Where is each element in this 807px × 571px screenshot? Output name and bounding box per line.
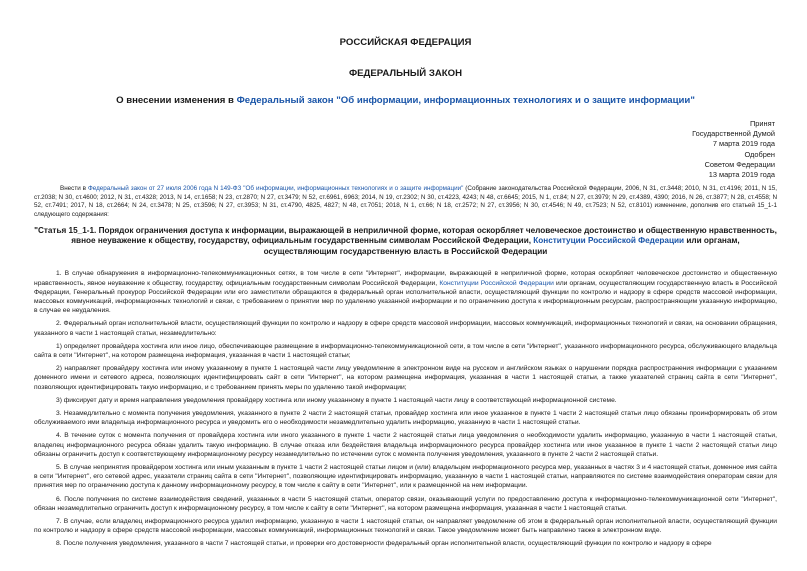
adoption-line: 7 марта 2019 года: [712, 139, 775, 149]
adoption-line: 13 марта 2019 года: [708, 170, 775, 180]
article-title: "Статья 15_1-1. Порядок ограничения доступа к информации, выражающей в неприличной форме, которая оскорбляет человеческое достоинство и общественную нравственность, явное неуважение к обществу, государству, официальным государственным символам Российской Федерации, Конституции Российской Федерации или органам, осуществляющим государственную власть в Российской Федерации: [34, 225, 777, 256]
paragraph-2-item-1: 1) определяет провайдера хостинга или иное лицо, обеспечивающее размещение в информационно-телекоммуникационной сети, в том числе в сети "Интернет", указанного информационного ресурса, обслуживающего владельца сайта в сети "Интернет", на котором размещена информация, указанная в части 1 настоящей статьи;: [34, 342, 777, 359]
constitution-link[interactable]: Конституции Российской Федерации: [533, 236, 685, 246]
paragraph-2-item-2: 2) направляет провайдеру хостинга или иному указанному в пункте 1 настоящей части лицу уведомление в электронном виде на русском и английском языках о нарушении порядка распространения информации с указанием доменного имени и сетевого адреса, позволяющих идентифицировать сайт в сети "Интернет", на котором размещена информация, указанная в части 1 настоящей статьи, а также указателей страниц сайта в сети "Интернет", позволяющих идентифицировать такую информацию, и с требованием принять меры по удалению такой информации;: [34, 365, 777, 391]
constitution-link[interactable]: Конституции Российской Федерации: [439, 279, 554, 287]
adoption-line: Одобрен: [744, 149, 775, 159]
intro-paragraph: [34, 185, 777, 219]
amended-law-link[interactable]: Федеральный закон "Об информации, информационных технологиях и о защите информации": [236, 95, 695, 106]
law-title-link[interactable]: "Об информации, информационных технологиях и о защите информации": [243, 185, 464, 193]
paragraph-8: 8. После получения уведомления, указанного в части 7 настоящей статьи, и проверки его достоверности федеральный орган исполнительной власти, осуществляющий функции по контролю и надзору в сфере: [56, 540, 712, 548]
paragraph-1: 1. В случае обнаружения в информационно-телекоммуникационных сетях, в том числе в сети "Интернет", информации, выражающей в неприличной форме, которая оскорбляет человеческое достоинство и общественную нравственность, явное неуважение к обществу, государству, официальным государственным символам Российской Федерации, Конституции Российской Федерации или органам, осуществляющим государственную власть в Российской Федерации, Генеральный прокурор Российской Федерации или его заместители обращаются в федеральный орган исполнительной власти, осуществляющий функции по контролю и надзору в сфере средств массовой информации, массовых коммуникаций, информационных технологий и связи, с требованием о принятии мер по удалению указанной информации и по ограничению доступа к информационным ресурсам, распространяющим указанную информацию, в случае ее неудаления.: [34, 270, 777, 315]
law-title-prefix: О внесении изменения в: [116, 95, 237, 106]
adoption-info: [34, 119, 777, 180]
article-body: [34, 269, 777, 548]
document-type-heading: ФЕДЕРАЛЬНЫЙ ЗАКОН: [348, 68, 463, 79]
paragraph-6: 6. После получения по системе взаимодействия сведений, указанных в части 5 настоящей статьи, оператор связи, оказывающий услуги по предоставлению доступа к информационно-телекоммуникационной сети "Интернет", обязан незамедлительно ограничить доступ к информационному ресурсу, в том числе к сайту в сети "Интернет", на котором размещена информация, указанная в части 1 настоящей статьи.: [34, 495, 777, 512]
intro-text: (Собрание законодательства Российской Федерации, 2006, N 31, ст.3448; 2010, N 31, ст.4196; 2011, N 15, ст.2038; N 30, ст.4600; 2012, N 31, ст.4328; 2013, N 14, ст.1658; N 23, ст.2870; N 27, ст.3479; N 52, ст.6961, 6963; 2014, N 19, ст.2302; N 30, ст.4223, 4243; N 48, ст.6645; 2015, N 1, ст.84; N 27, ст.3979; N 29, ст.4389, 4390; 2016, N 26, ст.3877; N 28, ст.4558; N 52, ст.7491; 2017, N 18, ст.2664; N 24, ст.3478; N 25, ст.3596; N 27, ст.3953; N 31, ст.4790, 4825, 4827; N 48, ст.7051; 2018, N 1, ст.66; N 18, ст.2572; N 27, ст.3956; N 30, ст.4546; N 49, ст.7523; N 52, ст.8101) изменение, дополнив его статьей 15_1-1 следующего содержания:: [34, 185, 778, 218]
paragraph-4: 4. В течение суток с момента получения от провайдера хостинга или иного указанного в пункте 1 части 2 настоящей статьи лица уведомления о необходимости удалить информацию, указанную в части 1 настоящей статьи, владелец информационного ресурса обязан удалить такую информацию. В случае отказа или бездействия владельца информационного ресурса провайдер хостинга или иное указанное в пункте 1 части 2 настоящей статьи лицо обязаны ограничить доступ к соответствующему информационному ресурсу незамедлительно по истечении суток с момента получения уведомления, указанного в пункте 2 части 2 настоящей статьи.: [34, 432, 777, 458]
paragraph-7: 7. В случае, если владелец информационного ресурса удалил информацию, указанную в части 1 настоящей статьи, он направляет уведомление об этом в федеральный орган исполнительной власти, осуществляющий функции по контролю и надзору в сфере средств массовой информации, массовых коммуникаций, информационных технологий и связи. Такое уведомление может быть направлено также в электронном виде.: [34, 518, 777, 535]
adoption-line: Советом Федерации: [704, 159, 775, 169]
law-149fz-link[interactable]: Федеральный закон от 27 июля 2006 года N 149-ФЗ: [87, 185, 242, 193]
paragraph-3: 3. Незамедлительно с момента получения уведомления, указанного в пункте 2 части 2 настоящей статьи, провайдер хостинга или иное указанное в пункте 1 части 2 настоящей статьи лицо обязаны проинформировать об этом обслуживаемого ими владельца информационного ресурса и уведомить его о необходимости незамедлительно удалить информацию, указанную в части 1 настоящей статьи.: [34, 410, 777, 427]
paragraph-2: 2. Федеральный орган исполнительной власти, осуществляющий функции по контролю и надзору в сфере средств массовой информации, массовых коммуникаций, информационных технологий и связи, на основании обращения, указанного в части 1 настоящей статьи, незамедлительно:: [34, 320, 777, 337]
adoption-line: Государственной Думой: [692, 129, 775, 139]
paragraph-2-item-3: 3) фиксирует дату и время направления уведомления провайдеру хостинга или иному указанному в пункте 1 настоящей части лицу в соответствующей информационной системе.: [56, 396, 617, 404]
intro-prefix: Внести в: [60, 185, 88, 193]
country-heading: РОССИЙСКАЯ ФЕДЕРАЦИЯ: [339, 37, 472, 48]
adoption-line: Принят: [749, 119, 775, 128]
paragraph-5: 5. В случае непринятия провайдером хостинга или иным указанным в пункте 1 части 2 настоящей статьи лицом и (или) владельцем информационного ресурса мер, указанных в частях 3 и 4 настоящей статьи, доменное имя сайта в сети "Интернет", его сетевой адрес, указатели страниц сайта в сети "Интернет", позволяющие идентифицировать информацию, указанную в части 1 настоящей статьи, направляются по системе взаимодействия операторам связи для принятия мер по ограничению доступа к данному информационному ресурсу, в том числе к сайту в сети "Интернет", или к размещенной на нем информации.: [34, 464, 777, 490]
law-title: [34, 95, 777, 106]
